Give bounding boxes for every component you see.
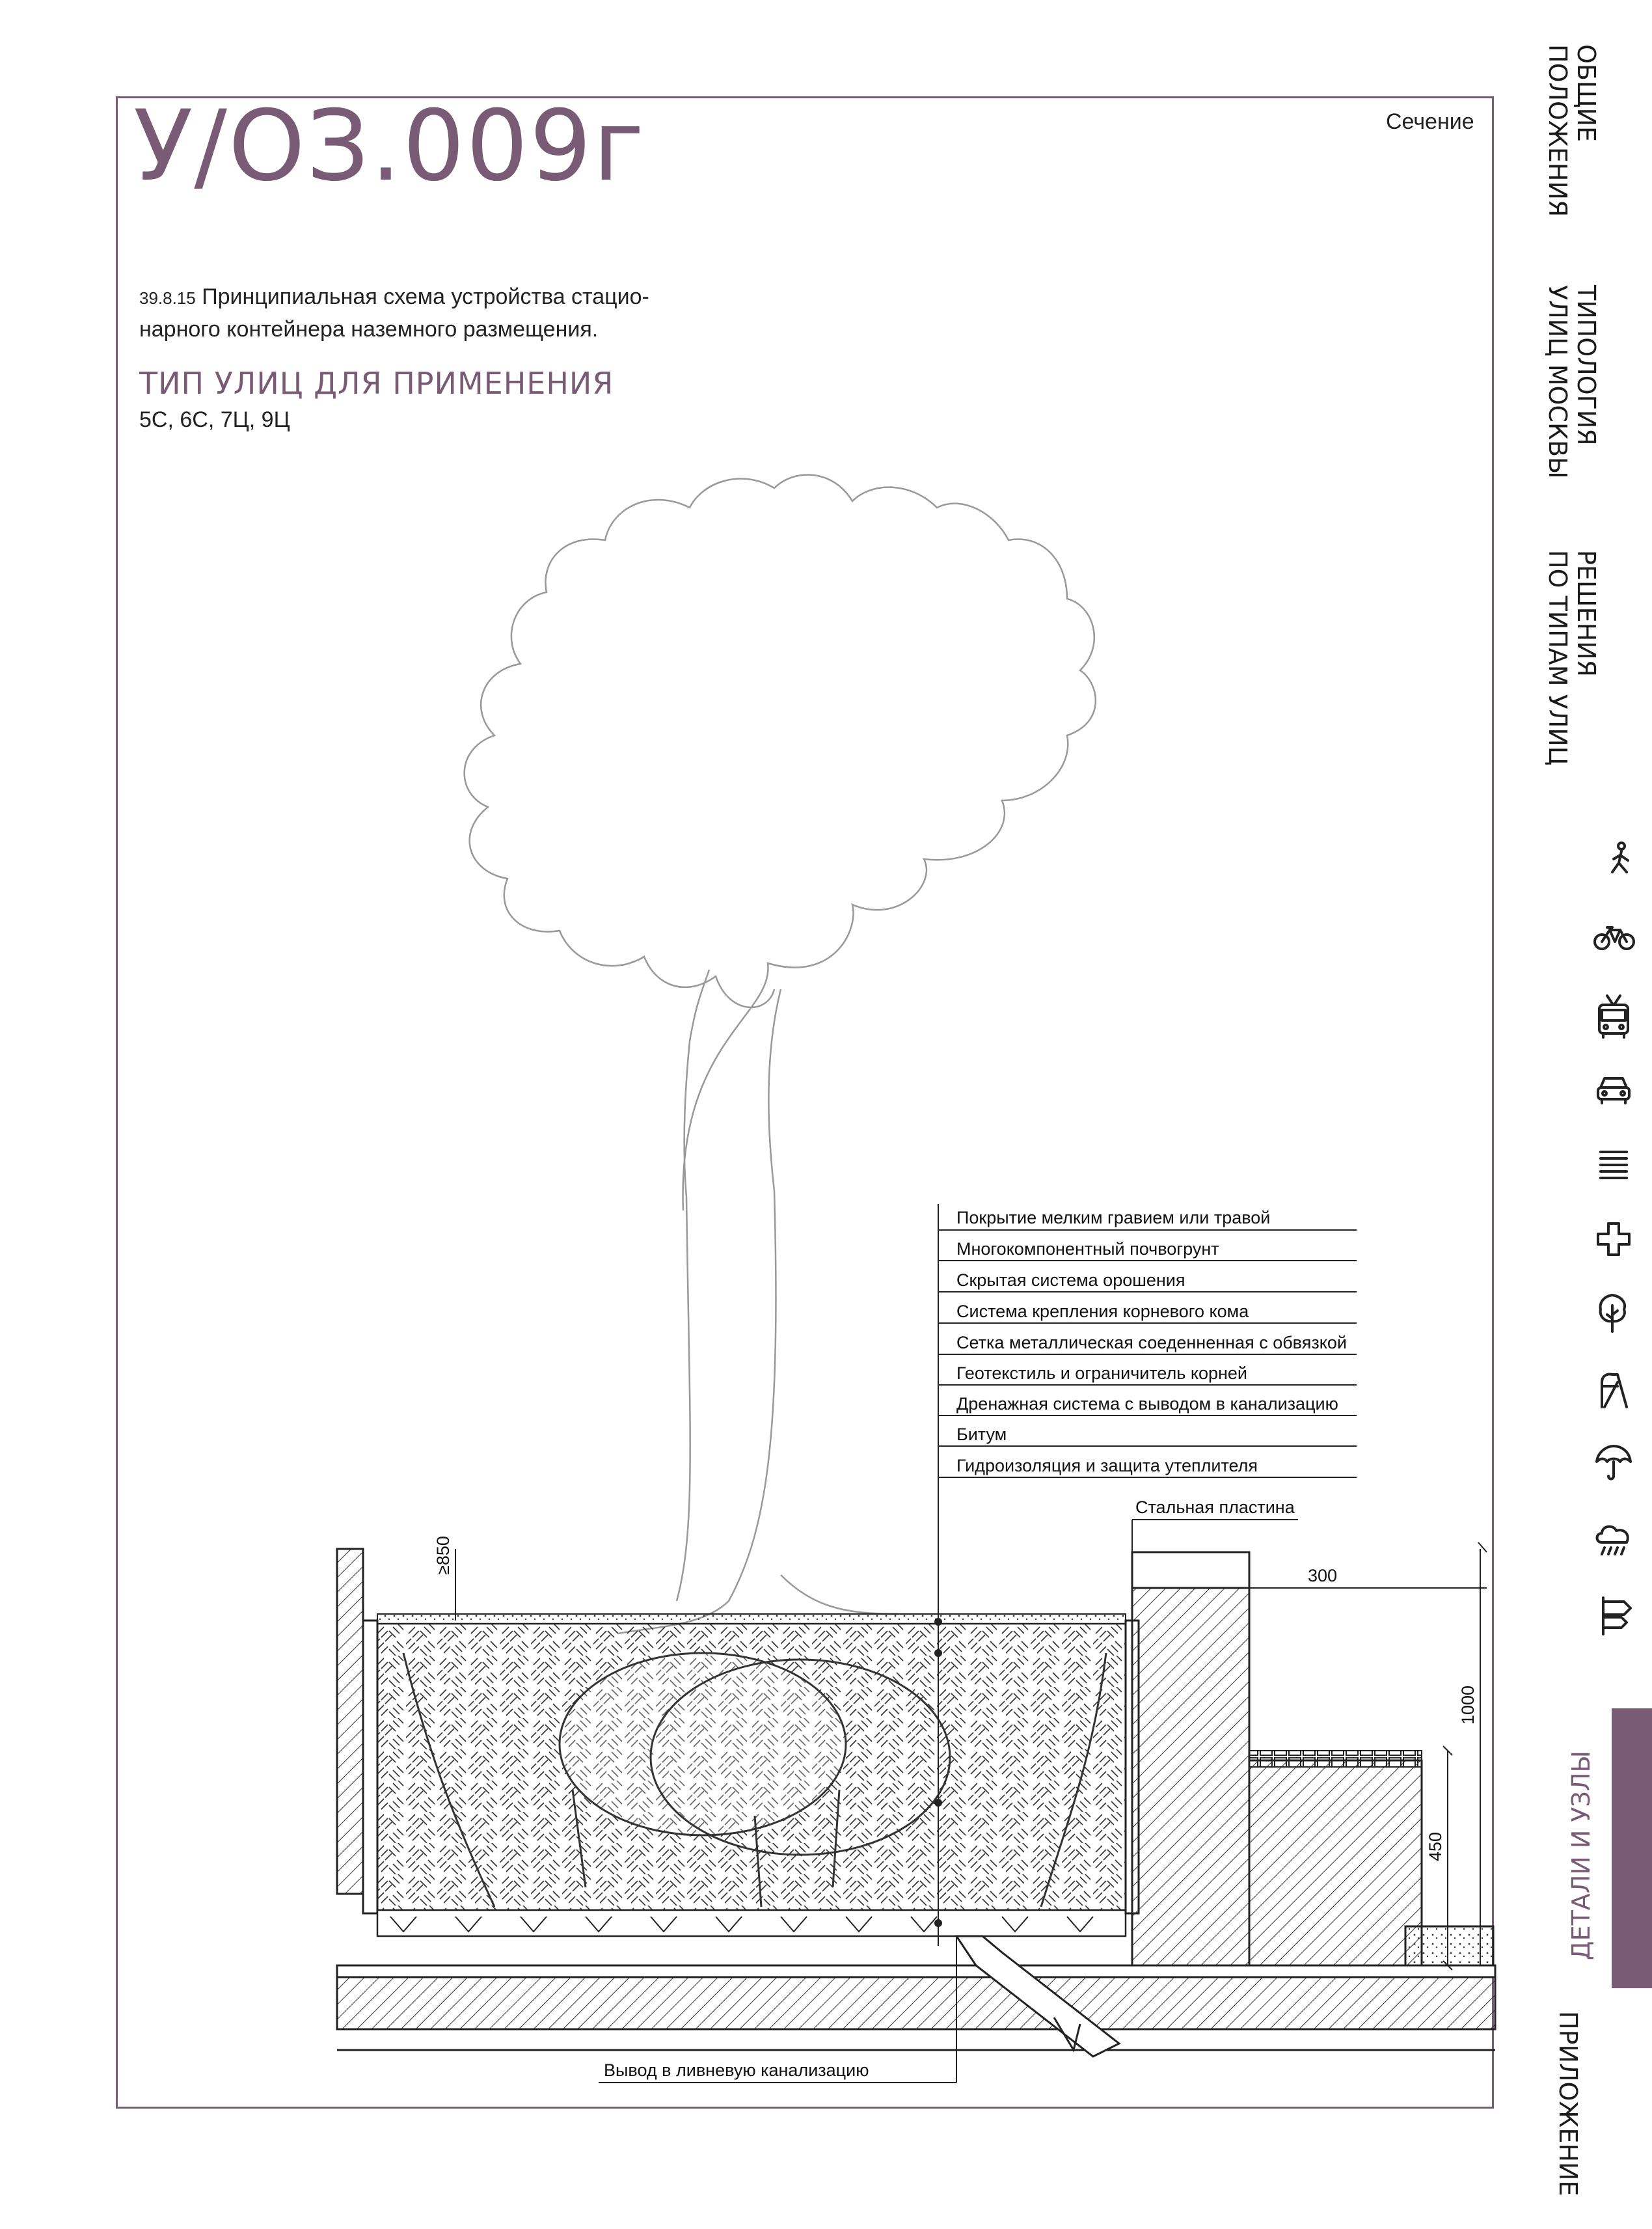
dim-450-label: 450 [1426,1831,1445,1861]
drain-outlet-label: Вывод в ливневую канализацию [604,2060,869,2080]
layer-label-1: Покрытие мелким гравием или травой [956,1208,1271,1227]
description-line2: нарного контейнера наземного размещения. [139,317,599,342]
layer-label-2: Многокомпонентный почвогрунт [956,1239,1219,1259]
description-line1: Принципиальная схема устройства стацио- [202,284,649,309]
nav-solutions-line2: ПО ТИПАМ УЛИЦ [1543,550,1572,766]
bench-top [1249,1751,1422,1767]
street-types-heading: ТИП УЛИЦ ДЛЯ ПРИМЕНЕНИЯ [139,366,614,401]
steel-plate-label: Стальная пластина [1135,1497,1295,1517]
page-code-title: У/ОЗ.009г [133,90,645,203]
dim-300-label: 300 [1308,1566,1338,1585]
nav-appendix[interactable]: ПРИЛОЖЕНИЕ [1554,2011,1582,2196]
layer-label-3: Скрытая система орошения [956,1270,1185,1290]
description-number: 39.8.15 [139,288,196,308]
nav-solutions-line1: РЕШЕНИЯ [1572,550,1601,677]
layer-label-4: Система крепления корневого кома [956,1302,1249,1321]
gravel-cover [377,1614,1126,1624]
nav-details[interactable]: ДЕТАЛИ И УЗЛЫ [1567,1751,1595,1961]
nav-typology-line2: УЛИЦ МОСКВЫ [1543,285,1572,479]
dim-850-label: ≥850 [433,1536,453,1575]
left-insulation [363,1620,377,1913]
foundation-layer [337,1977,1495,2029]
left-wall [337,1549,363,1894]
street-types-values: 5С, 6С, 7Ц, 9Ц [139,407,290,432]
nav-general-line1: ОБЩИЕ [1572,44,1601,142]
right-wall [1132,1552,1249,1969]
drainage-layer [377,1910,1126,1936]
nav-typology-line1: ТИПОЛОГИЯ [1572,285,1601,446]
dim-1000-label: 1000 [1458,1685,1478,1725]
layer-label-8: Битум [956,1425,1007,1444]
layer-label-6: Геотекстиль и ограничитель корней [956,1363,1248,1383]
layer-label-9: Гидроизоляция и защита утеплителя [956,1456,1258,1475]
section-label: Сечение [1386,109,1474,134]
layer-label-5: Сетка металлическая соеденненная с обвязкой [956,1333,1347,1352]
layer-label-7: Дренажная система с выводом в канализацию [956,1394,1338,1414]
nav-general-line2: ПОЛОЖЕНИЯ [1543,44,1572,217]
steel-plate [1132,1552,1249,1588]
bench-body [1249,1760,1422,1969]
base-slab [337,1965,1495,1977]
